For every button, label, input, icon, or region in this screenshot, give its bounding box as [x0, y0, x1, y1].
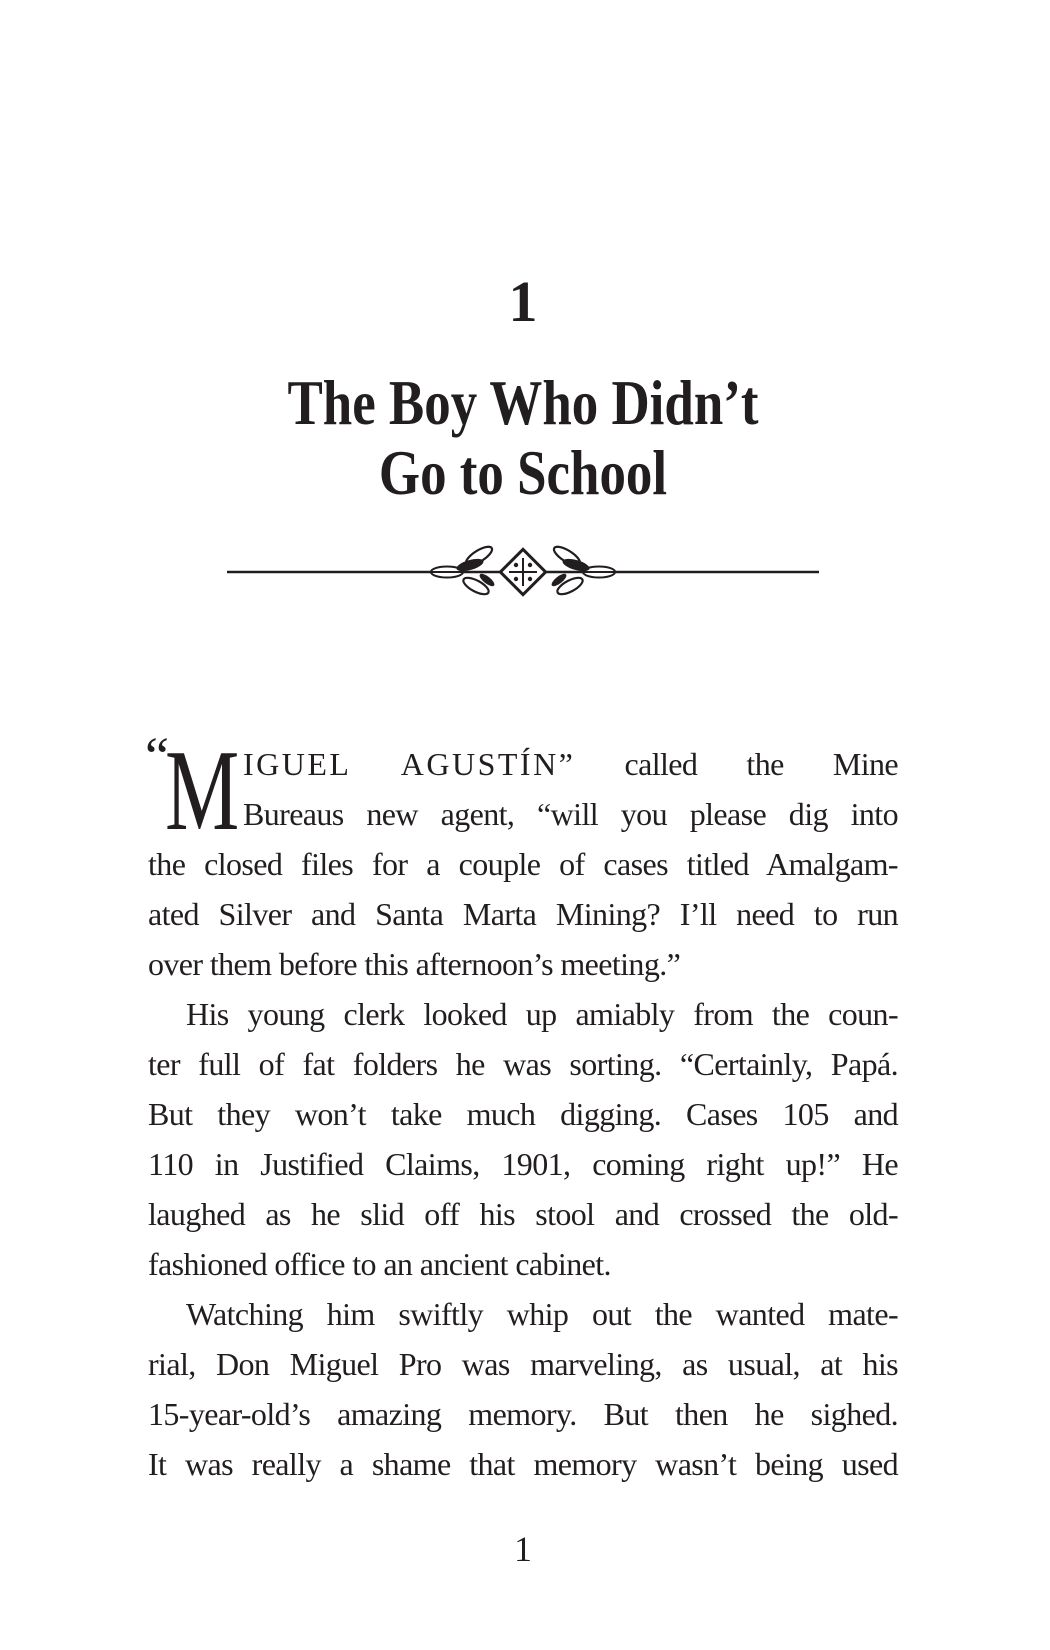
paragraph	[148, 1289, 898, 1489]
page-number: 1	[514, 1529, 532, 1569]
text-line: But they won’t take much digging. Cases 105 and	[148, 1096, 898, 1132]
chapter-title	[208, 368, 838, 508]
text-line: fashioned office to an ancient cabinet.	[148, 1246, 611, 1282]
text-line: rial, Don Miguel Pro was marveling, as usual, at his	[148, 1346, 898, 1382]
text-line: It was really a shame that memory wasn’t being used	[148, 1446, 898, 1482]
text-line: Bureaus new agent, “will you please dig into	[243, 796, 898, 832]
chapter-number: 1	[508, 269, 538, 334]
chapter-divider	[148, 540, 898, 604]
text-line: the closed files for a couple of cases titled Amalgam-	[148, 846, 898, 882]
text-line: over them before this afternoon’s meeting.”	[148, 946, 681, 982]
chapter-title-line1: The Boy Who Didn’t	[287, 368, 759, 438]
paragraph	[148, 989, 898, 1289]
text-line: laughed as he slid off his stool and crossed the old-	[148, 1196, 898, 1232]
fleuron-icon	[225, 540, 821, 604]
text-line: Watching him swiftly whip out the wanted mate-	[186, 1296, 898, 1332]
text-line: His young clerk looked up amiably from the coun-	[186, 996, 898, 1032]
paragraph	[148, 739, 898, 989]
drop-cap-letter: M	[165, 727, 240, 855]
text-line: IGUEL AGUSTÍN” called the Mine	[243, 746, 899, 782]
text-line: ated Silver and Santa Marta Mining? I’ll need to run	[148, 896, 898, 932]
text-line: ter full of fat folders he was sorting. “Certainly, Papá.	[148, 1046, 898, 1082]
open-quote: “	[145, 726, 169, 786]
chapter-title-line2: Go to School	[378, 438, 668, 508]
text-line: 110 in Justified Claims, 1901, coming right up!” He	[148, 1146, 898, 1182]
text-line: 15-year-old’s amazing memory. But then he sighed.	[148, 1396, 898, 1432]
body-text	[145, 726, 899, 1489]
